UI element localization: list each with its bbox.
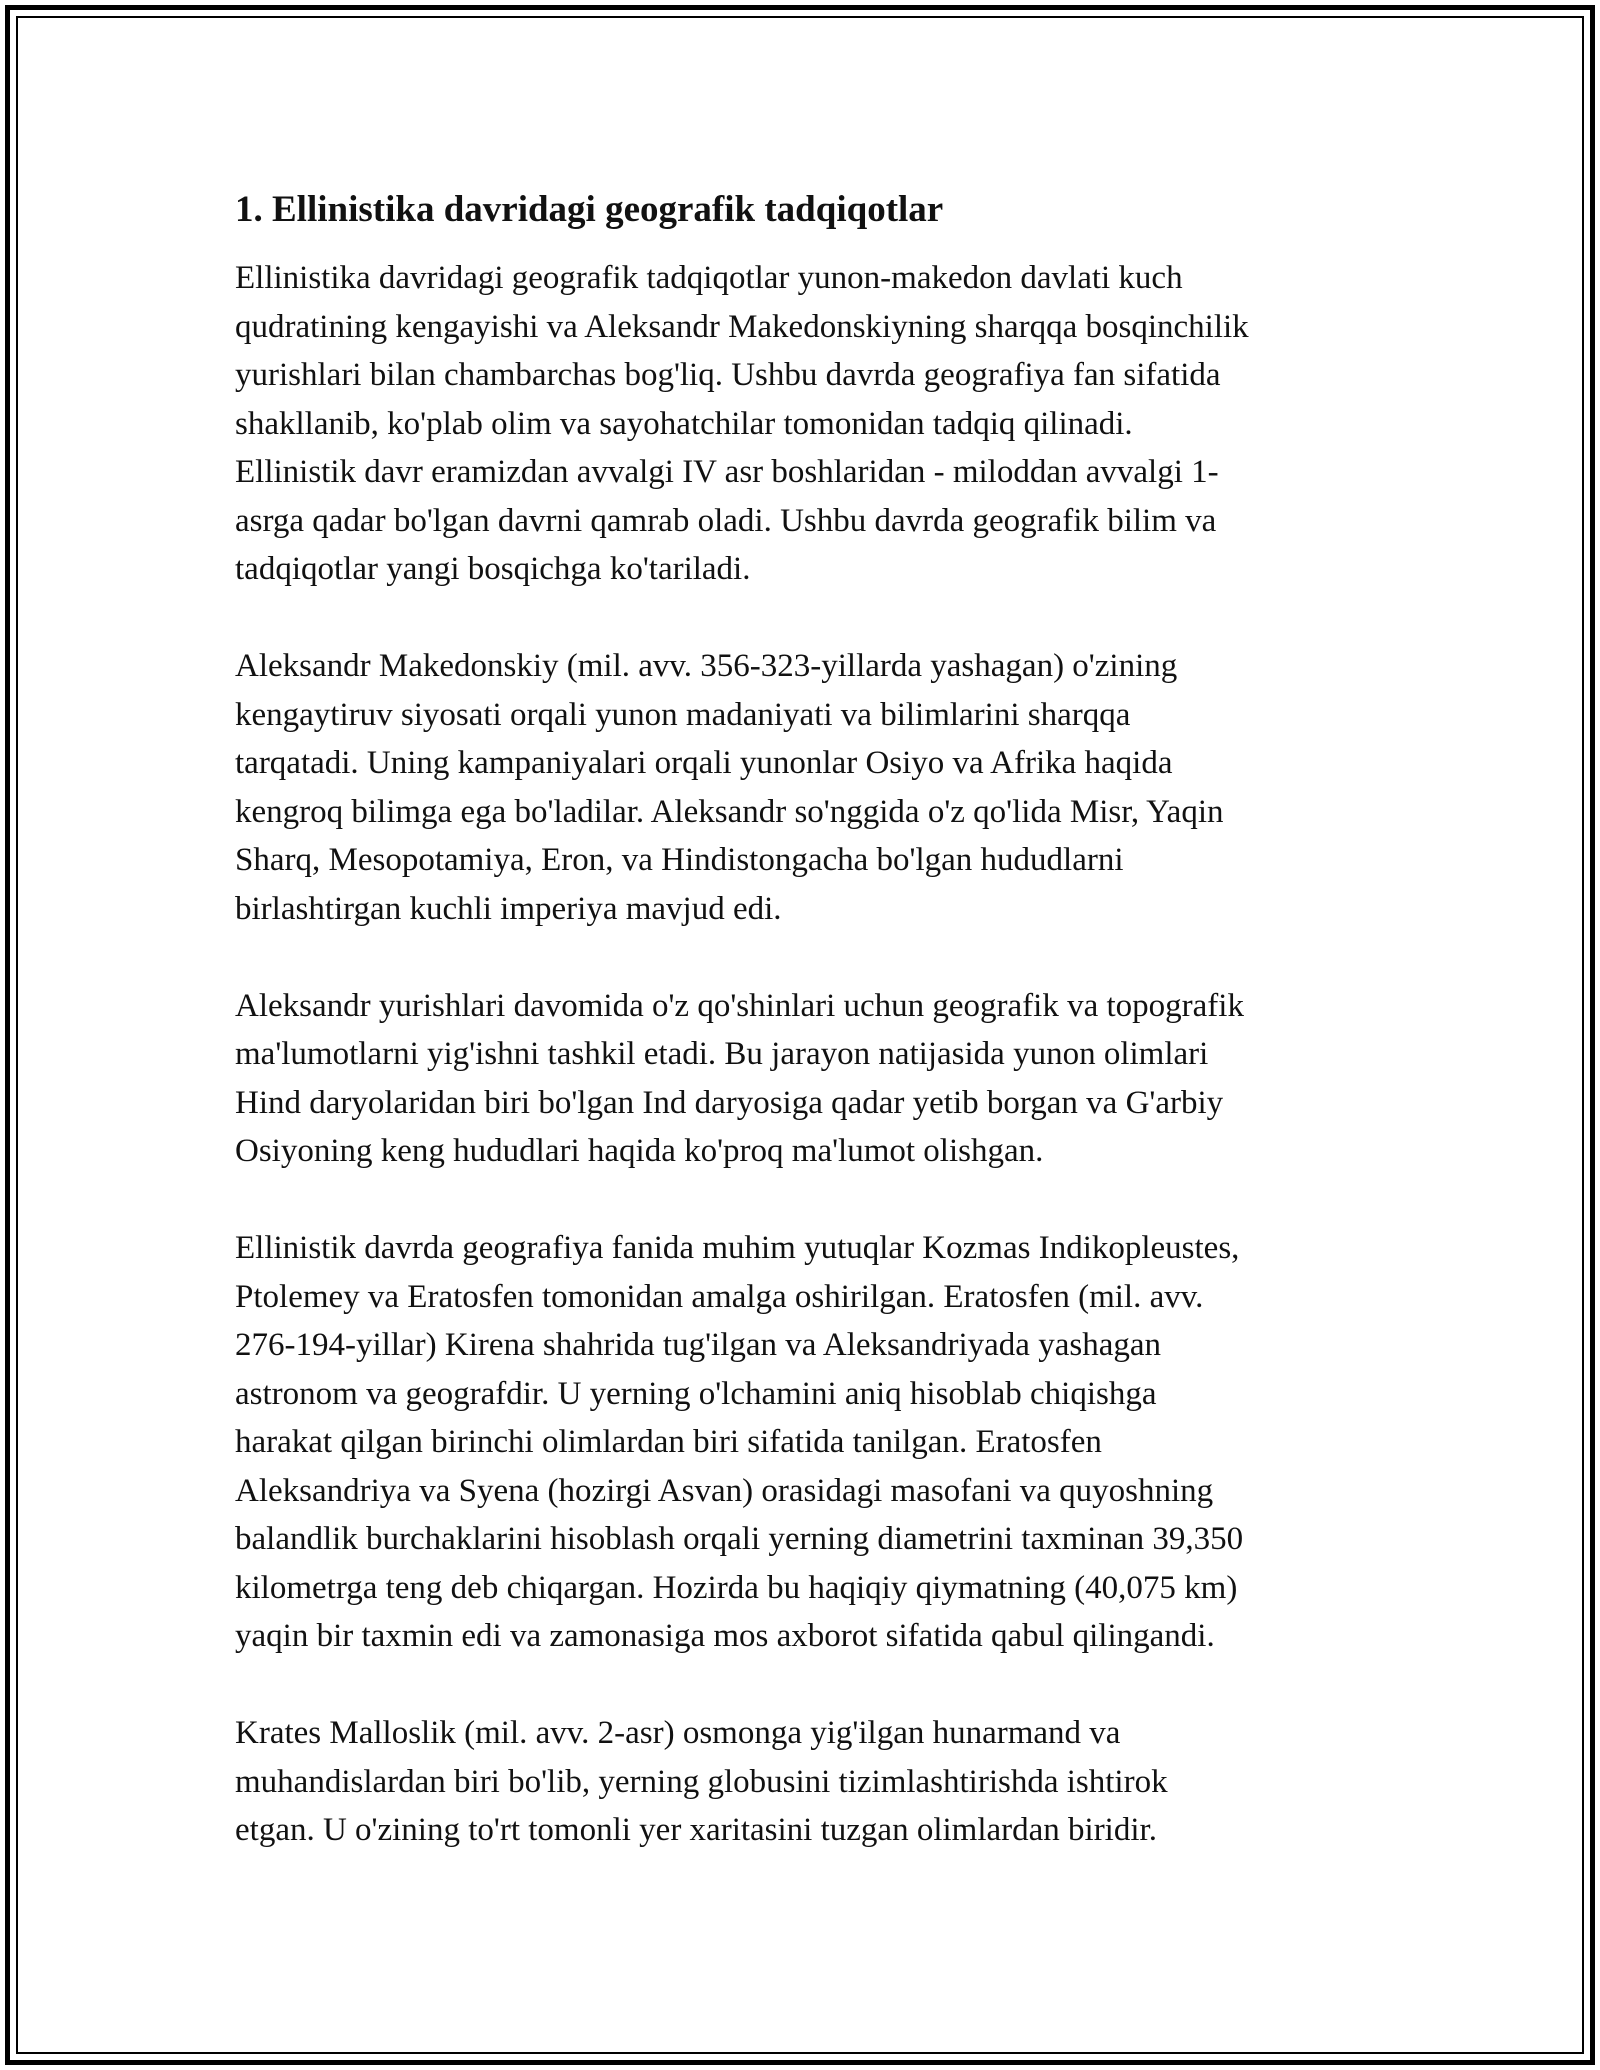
paragraph-line: tadqiqotlar yangi bosqichga ko'tariladi. xyxy=(235,551,751,588)
paragraph xyxy=(235,1224,1385,1661)
paragraph-line: tarqatadi. Uning kampaniyalari orqali yunonlar Osiyo va Afrika haqida xyxy=(235,745,1173,782)
paragraph-line: kilometrga teng deb chiqargan. Hozirda bu haqiqiy qiymatning (40,075 km) xyxy=(235,1569,1238,1606)
paragraph-line: Ellinistik davr eramizdan avvalgi IV asr boshlaridan - miloddan avvalgi 1- xyxy=(235,454,1219,491)
paragraph-line: ma'lumotlarni yig'ishni tashkil etadi. Bu jarayon natijasida yunon olimlari xyxy=(235,1036,1209,1073)
paragraph xyxy=(235,1709,1385,1855)
paragraph-line: Krates Malloslik (mil. avv. 2-asr) osmonga yig'ilgan hunarmand va xyxy=(235,1715,1121,1752)
paragraph-list xyxy=(235,254,1385,1855)
paragraph-line: Ellinistika davridagi geografik tadqiqotlar yunon-makedon davlati kuch xyxy=(235,260,1183,297)
paragraph-line: harakat qilgan birinchi olimlardan biri sifatida tanilgan. Eratosfen xyxy=(235,1424,1102,1461)
paragraph-line: Aleksandriya va Syena (hozirgi Asvan) orasidagi masofani va quyoshning xyxy=(235,1472,1214,1509)
paragraph-line: balandlik burchaklarini hisoblash orqali yerning diametrini taxminan 39,350 xyxy=(235,1521,1244,1558)
paragraph-line: Hind daryolaridan biri bo'lgan Ind daryosiga qadar yetib borgan va G'arbiy xyxy=(235,1084,1224,1121)
document-body xyxy=(235,188,1385,1903)
paragraph-line: 276-194-yillar) Kirena shahrida tug'ilgan va Aleksandriyada yashagan xyxy=(235,1327,1161,1364)
paragraph-line: birlashtirgan kuchli imperiya mavjud edi. xyxy=(235,890,782,927)
paragraph-line: yurishlari bilan chambarchas bog'liq. Ushbu davrda geografiya fan sifatida xyxy=(235,357,1221,394)
paragraph-line: Ellinistik davrda geografiya fanida muhim yutuqlar Kozmas Indikopleustes, xyxy=(235,1230,1240,1267)
paragraph-line: kengroq bilimga ega bo'ladilar. Aleksandr so'nggida o'z qo'lida Misr, Yaqin xyxy=(235,793,1224,830)
paragraph-line: Sharq, Mesopotamiya, Eron, va Hindistongacha bo'lgan hududlarni xyxy=(235,842,1124,879)
paragraph-line: asrga qadar bo'lgan davrni qamrab oladi. Ushbu davrda geografik bilim va xyxy=(235,502,1217,539)
paragraph xyxy=(235,254,1385,594)
paragraph-line: muhandislardan biri bo'lib, yerning globusini tizimlashtirishda ishtirok xyxy=(235,1763,1168,1800)
paragraph xyxy=(235,642,1385,933)
paragraph-line: Aleksandr Makedonskiy (mil. avv. 356-323-yillarda yashagan) o'zining xyxy=(235,648,1178,685)
paragraph-line: Aleksandr yurishlari davomida o'z qo'shinlari uchun geografik va topografik xyxy=(235,987,1244,1024)
paragraph-line: yaqin bir taxmin edi va zamonasiga mos axborot sifatida qabul qilingandi. xyxy=(235,1618,1215,1655)
paragraph-line: kengaytiruv siyosati orqali yunon madaniyati va bilimlarini sharqqa xyxy=(235,696,1131,733)
section-title: 1. Ellinistika davridagi geografik tadqiqotlar xyxy=(235,189,944,230)
paragraph xyxy=(235,982,1385,1176)
paragraph-line: qudratining kengayishi va Aleksandr Makedonskiyning sharqqa bosqinchilik xyxy=(235,308,1249,345)
paragraph-line: astronom va geografdir. U yerning o'lchamini aniq hisoblab chiqishga xyxy=(235,1375,1157,1412)
paragraph-line: etgan. U o'zining to'rt tomonli yer xaritasini tuzgan olimlardan biridir. xyxy=(235,1812,1157,1849)
paragraph-line: shakllanib, ko'plab olim va sayohatchilar tomonidan tadqiq qilinadi. xyxy=(235,405,1133,442)
paragraph-line: Ptolemey va Eratosfen tomonidan amalga oshirilgan. Eratosfen (mil. avv. xyxy=(235,1278,1204,1315)
paragraph-line: Osiyoning keng hududlari haqida ko'proq ma'lumot olishgan. xyxy=(235,1133,1044,1170)
